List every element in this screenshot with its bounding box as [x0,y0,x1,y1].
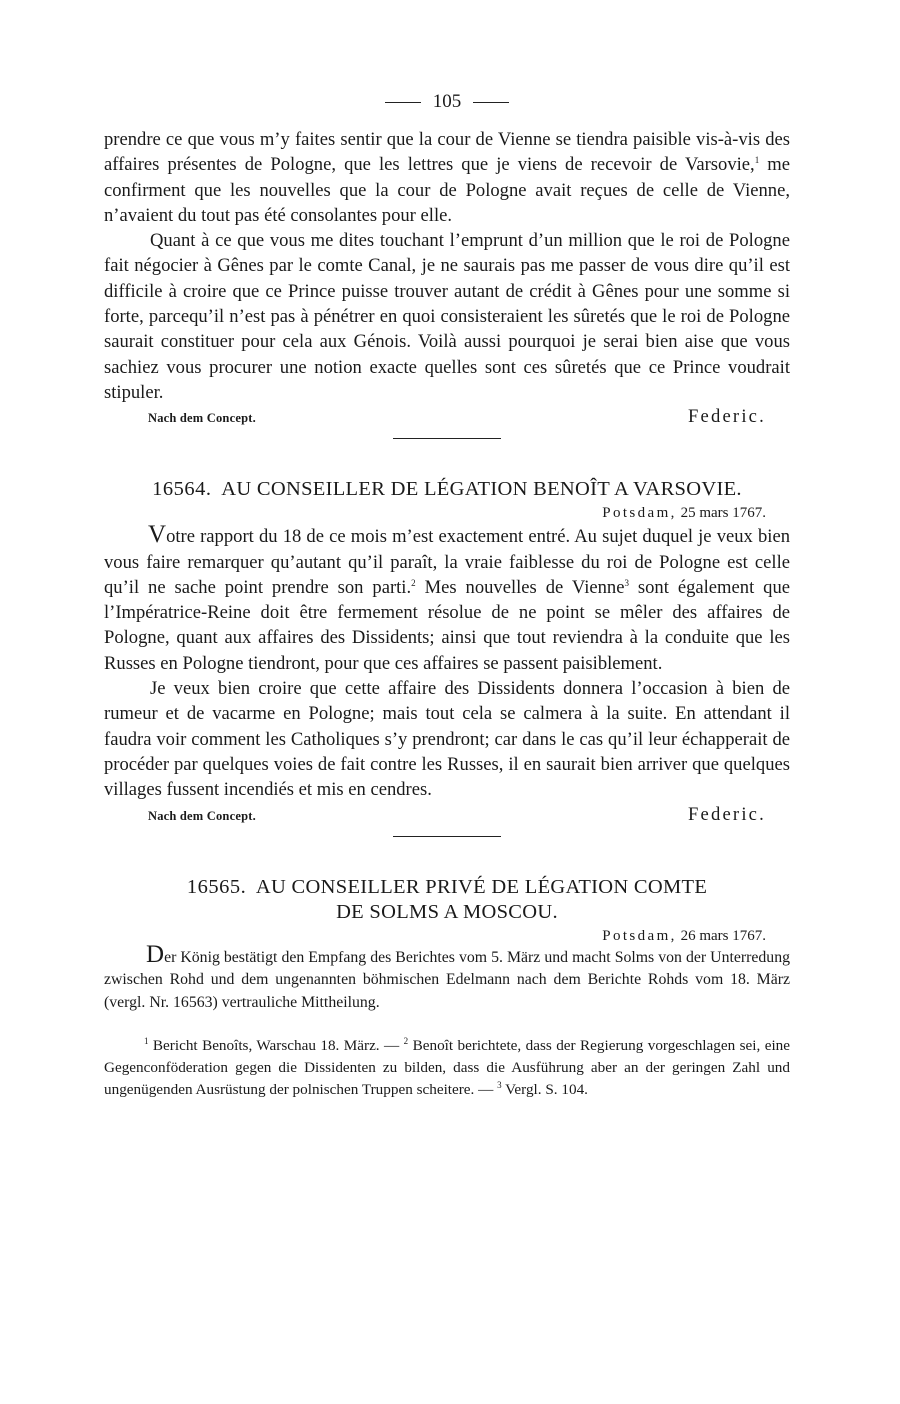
letter2-paragraph2: Je veux bien croire que cette affaire des Dissidents donnera l’occasion à bien de rumeur et de vacarme en Pologne; mais tout cela se calmera à la suite. En attendant il faudra voir comment les Catholiques s’y prendront; car dans le cas qu’il leur échapperait de procéder par quelques voies de fait contre les Russes, il en saurait bien arriver que quelques villages fussent incendiés et mis en cendres. [104,678,790,801]
footnote-ref-1: 1 [754,155,760,166]
letter-title-line1: AU CONSEILLER PRIVÉ DE LÉGATION COMTE [255,875,708,898]
document-page [104,84,790,1101]
letter2-closing [104,804,790,826]
letter-16563-continuation [104,127,790,439]
header-dash-left [385,102,421,103]
footnote-ref-2: 2 [411,577,416,588]
letter1-paragraph2: Quant à ce que vous me dites touchant l’emprunt d’un million que le roi de Pologne fait négocier à Gênes par le comte Canal, je ne saurais pas me passer de vous dire qu’il est difficile à croire que ce Prince puisse trouver autant de crédit à Gênes pour une somme si forte, parcequ’il n’est pas à pénétrer en quoi consisteraient les sûretés que le roi de Pologne saurait constituer pour cela aux Génois. Voilà aussi pourquoi je serai bien aise que vous sachiez vous procurer une notion exacte quelles sont ces sûretés que ce Prince voudrait stipuler. [104,230,790,403]
source-note: Nach dem Concept. [148,808,256,823]
initial-letter: V [148,521,167,549]
letter-16564 [104,477,790,836]
signature: Federic. [687,803,766,825]
letter-title: AU CONSEILLER DE LÉGATION BENOÎT A VARSOVIE. [221,478,742,501]
initial-letter: D [146,940,165,968]
letter-16565 [104,875,790,1015]
footnote-ref-3: 3 [624,577,629,588]
section-divider [393,438,501,439]
footnotes [104,1035,790,1101]
header-dash-right [473,102,509,103]
letter-number: 16564. [152,478,212,501]
signature: Federic. [687,406,766,428]
letter-title-line2: DE SOLMS A MOSCOU. [336,900,558,923]
page-number: 105 [432,91,462,112]
footnote-text: $^1$ Bericht Benoîts, Warschau 18. März. — $^2$ Benoît berichtete, dass der Regierung vorgeschlagen sei, eine Gegenconföderation gegen die Dissidenten zu bilden, dass die Ausführung aber an der geringen Zahl und ungenügenden Ausrüstung der polnischen Truppen scheitere. — $^3$ Vergl. S. 104. [104,1035,790,1098]
section-divider [393,836,501,837]
dateline: Potsdam, 26 mars 1767. [602,927,766,944]
page-header [104,84,790,120]
letter-number: 16565. [186,875,247,898]
letter-heading [104,477,790,502]
source-note: Nach dem Concept. [148,411,256,426]
letter-heading [104,875,790,925]
dateline: Potsdam, 25 mars 1767. [602,505,766,522]
letter2-paragraph1: Votre rapport du 18 de ce mois m’est exactement entré. Au sujet duquel je veux bien vous faire remarquer qu’autant qu’il paraît, la vraie faiblesse du roi de Pologne est celle qu’il ne sache point prendre son parti.$^2$ Mes nouvelles de Vienne$^3$ sont également que l’Impératrice-Reine doit être fermement résolue de ne point se mêler des affaires de Pologne, quant aux affaires des Dissidents; ainsi que tout reviendra à la conduite que les Russes en Pologne tiendront, pour que ces affaires se passent paisiblement. [104,521,791,674]
letter1-paragraph1: prendre ce que vous m’y faites sentir que la cour de Vienne se tiendra paisible vis-à-vis des affaires présentes de Pologne, que les lettres que je viens de recevoir de Varsovie,$^1$ me confirment que les nouvelles que la cour de Pologne avait reçues de celle de Vienne, n’avaient du tout pas été consolantes pour elle. [104,129,790,226]
letter1-closing [104,406,790,428]
letter3-summary: Der König bestätigt den Empfang des Berichtes vom 5. März und macht Solms von der Unterredung zwischen Rohd und dem ungenannten böhmischen Edelmann nach dem Berichte Rohds vom 18. März (vergl. Nr. 16563) vertrauliche Mittheilung. [104,940,790,1012]
